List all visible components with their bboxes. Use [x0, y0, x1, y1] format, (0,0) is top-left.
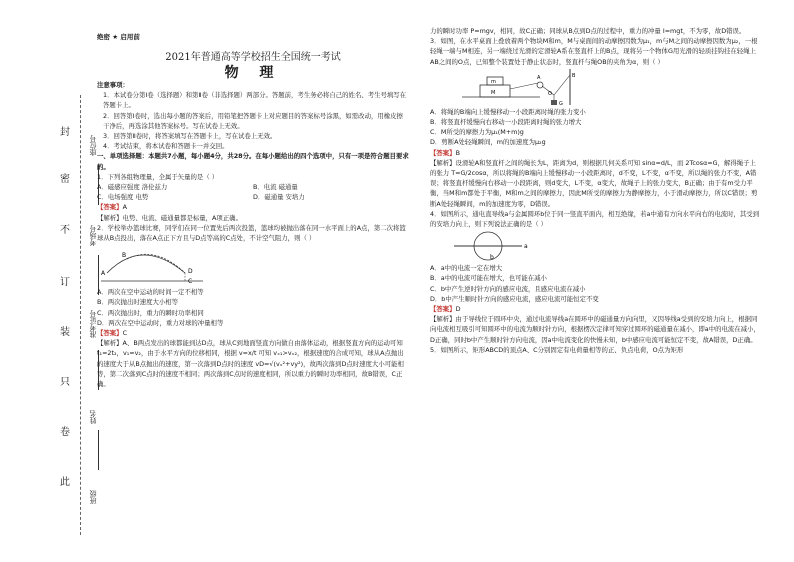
- option: D．磁通量 安培力: [253, 193, 305, 202]
- fig-label-a: A: [537, 74, 541, 81]
- answer-label: 【答案】: [97, 203, 123, 212]
- right-column: [430, 26, 760, 355]
- seat-number-label: 座位号: [89, 135, 97, 156]
- answer-label: 【答案】: [430, 305, 456, 314]
- question-2-analysis: 【解析】A、B两点发出的球都能到达D点，球从C到地面竖直方向做自由落体运动，根据竖直方向的运动可知 t₁=2t₂，v₁=v₂，由于水平方向的位移相同，根据 v=x/t 可知 vₓ₁>vₓ₂，根据速度的合成可知，球从A点抛出的速度大于从B点抛出的速度，第一次落到D点时的速度 vD=√(vₓ²+vy²)，故两次落到D点时速度大小可能相等，第二次落到C点时的速度不相同；两次落到C点时的速度相同，所以重力的瞬时功率相同，故B错误，C正确。: [97, 339, 404, 389]
- seal-char: 密: [60, 174, 70, 185]
- exam-room-label: 考场号: [89, 225, 97, 246]
- class-label: 班级: [89, 490, 97, 504]
- answer-value: B: [455, 148, 460, 157]
- fig-label-m-large: M: [491, 89, 496, 96]
- trajectory-figure: [97, 243, 207, 287]
- answer-label: 【答案】: [430, 148, 456, 157]
- option: C．b中产生逆时针方向的感应电流，且感应电流在减小: [430, 284, 586, 293]
- ring-wire-figure: [450, 229, 530, 263]
- seal-char: 封: [60, 127, 70, 138]
- option: A．磁感应强度 洛伦兹力: [97, 183, 168, 192]
- notice-item: 4．考试结束，将本试卷和答题卡一并交回。: [103, 142, 229, 151]
- fig-label-c: C: [188, 278, 193, 286]
- question-1-options: [97, 182, 409, 202]
- fig-label-o: O: [548, 90, 552, 97]
- option: D．剪断A处轻绳瞬间，m的加速度为μ₂g: [430, 138, 546, 147]
- option: B．将竖直杆缓慢向右移动一小段距离时绳的张力增大: [430, 118, 582, 127]
- notice-item: 3．回答第Ⅱ卷时，将答案填写在答题卡上，写在试卷上无效。: [103, 132, 277, 141]
- option: C．M所受的摩擦力为μ₁(M+m)g: [430, 128, 524, 137]
- question-2-stem: 2．学校举办篮球比赛，同学们在同一位置先后两次投篮，篮球均被抛出落在同一水平面上的A点，第二次将篮球从B点投出，落在A点正下方且与D点等高的C点处，不计空气阻力，则（ ）: [97, 223, 406, 243]
- option: B．电流 磁通量: [253, 183, 298, 192]
- seal-line: [80, 95, 81, 535]
- binding-margin: [28, 95, 97, 535]
- option: A．将绳的B端向上缓慢移动一小段距离时绳的张力变小: [430, 107, 586, 116]
- option: B．a中的电流可能在增大，也可能在减小: [430, 274, 547, 283]
- answer-label: 【答案】: [97, 329, 123, 338]
- left-column: [97, 80, 409, 389]
- name-label: 姓名: [89, 410, 97, 424]
- question-5-stem: 5．如图所示，矩形ABCD的顶点A、C分别固定有电荷量相等的正、负点电荷，O点为矩形: [430, 345, 684, 354]
- fig-label-a: A: [101, 270, 106, 278]
- option: D．两次在空中运动时，重力对球的冲量相等: [97, 318, 224, 327]
- seal-char: 此: [60, 477, 70, 488]
- option: B．两次抛出时速度大小相等: [97, 298, 179, 307]
- seal-char: 不: [60, 225, 70, 236]
- fig-label-m-small: m: [491, 78, 496, 85]
- name-line: [98, 430, 99, 470]
- question-4-stem: 4．如图所示，通电直导线a与金属圆环b位于同一竖直平面内，相互绝缘，若a中通有方向水平向右的电流时，其受到的安培力向上，则下列说法正确的是（ ）: [430, 209, 760, 229]
- question-2-answer: [97, 328, 409, 338]
- option: A．两次在空中运动的时间一定不相等: [97, 288, 204, 297]
- question-3-answer: [430, 148, 760, 158]
- exam-title: 2021年普通高等学校招生全国统一考试: [165, 52, 341, 63]
- answer-value: A: [122, 203, 127, 212]
- option: A．a中的电流一定在增大: [430, 264, 503, 273]
- option: D．b中产生顺时针方向的感应电流，感应电流可能恒定不变: [430, 294, 599, 303]
- ticket-number-label: 准考证号: [89, 310, 97, 338]
- seal-char: 装: [60, 327, 70, 338]
- question-4-analysis: 【解析】由于导线位于圆环中央，通过电流导线a在圆环中的磁通量方向向里，又因导线a受到的安培力向上，根据同向电流相互吸引可知圆环中的电流为顺时针方向，根据楞次定律可知穿过圆环的磁通量在减小，即a中的电流在减小，D正确，同时b中产生顺时针方向电流，因a中电流变化的快慢未知，b中感应电流可能恒定不变，故A错误，D正确。: [430, 315, 760, 344]
- fig-label-a: a: [524, 243, 528, 251]
- fig-label-g: G: [559, 100, 563, 107]
- answer-value: C: [122, 329, 128, 338]
- section-heading: 一、单项选择题：本题共7小题，每小题4分，共28分。在每小题给出的四个选项中，只有一项是符合题目要求的。: [97, 152, 409, 171]
- fig-label-b: b: [490, 254, 494, 262]
- question-1-stem: 1．下列各组物理量，全属于矢量的是（ ）: [97, 172, 219, 181]
- subject-title: 物 理: [224, 65, 282, 81]
- question-4-answer: [430, 304, 760, 314]
- continued-analysis: 力的瞬时功率 P=mgv，相同，故C正确；同球从B点到D点的过程中，重力的冲量 I=mgt，不为零，故D错误。: [430, 27, 746, 35]
- fig-label-d: D: [188, 268, 193, 276]
- seal-char: 只: [60, 377, 70, 388]
- question-3-analysis: 【解析】设滑轮A和竖直杆之间的绳长为L，距离为d，则根据几何关系可知 sinα=d/L，而 2Tcosα=G，解得绳子上的张力 T=G/2cosα，所以将绳的B端向上缓慢移动一小段距离时，d不变，L不变，α不变，所以绳的张力不变，A错误；将竖直杆缓慢向右移动一小段距离，则d变大，L不变，α变大，故绳子上的张力变大，B正确；由于有m受力平衡，当M和m都处于平衡，M和m之间的摩擦力，因此M所受的摩擦力为静摩擦力，小于滑动摩擦力，所以C错误；剪断A处轻绳瞬间，m的加速度为零，D错误。: [430, 158, 758, 208]
- question-1-analysis: 【解析】电势、电流、磁通量都是标量，A项正确。: [97, 213, 242, 222]
- answer-value: D: [455, 305, 461, 314]
- option: C．两次抛出时，重力的瞬时功率相同: [97, 308, 204, 317]
- seal-char: 卷: [60, 427, 70, 438]
- notice-title: 注意事项：: [97, 81, 129, 89]
- confidential-mark: 绝密 ★ 启用前: [97, 33, 140, 41]
- notice-item: 2．回答第Ⅰ卷时，选出每小题的答案后，用铅笔把答题卡上对应题目的答案标号涂黑，如需改动，用橡皮擦干净后，再选涂其他答案标号。写在试卷上无效。: [103, 111, 403, 130]
- question-3-stem: 3．如图，在水平桌面上叠放着两个物块M和m，M与桌面间的动摩擦因数为μ₁，m与M之间的动摩擦因数为μ₂，一根轻绳一端与M相连，另一端绕过光滑的定滑轮A系在竖直杆上的B点，现将另一个物体G用光滑的轻质挂钩挂在轻绳上AB之间的O点，已知整个装置处于静止状态时，竖直杆与绳OB的夹角为α，则（ ）: [430, 37, 758, 66]
- option: C．电场强度 电势: [97, 193, 149, 202]
- seal-char: 订: [60, 277, 70, 288]
- pulley-figure: [460, 67, 580, 107]
- notice-item: 1．本试卷分第Ⅰ卷（选择题）和第Ⅱ卷（非选择题）两部分。答题前，考生务必将自己的姓名、考生号填写在答题卡上。: [103, 91, 407, 110]
- fig-label-b: B: [572, 72, 576, 79]
- fig-label-b: B: [122, 252, 127, 260]
- question-1-answer: [97, 202, 409, 212]
